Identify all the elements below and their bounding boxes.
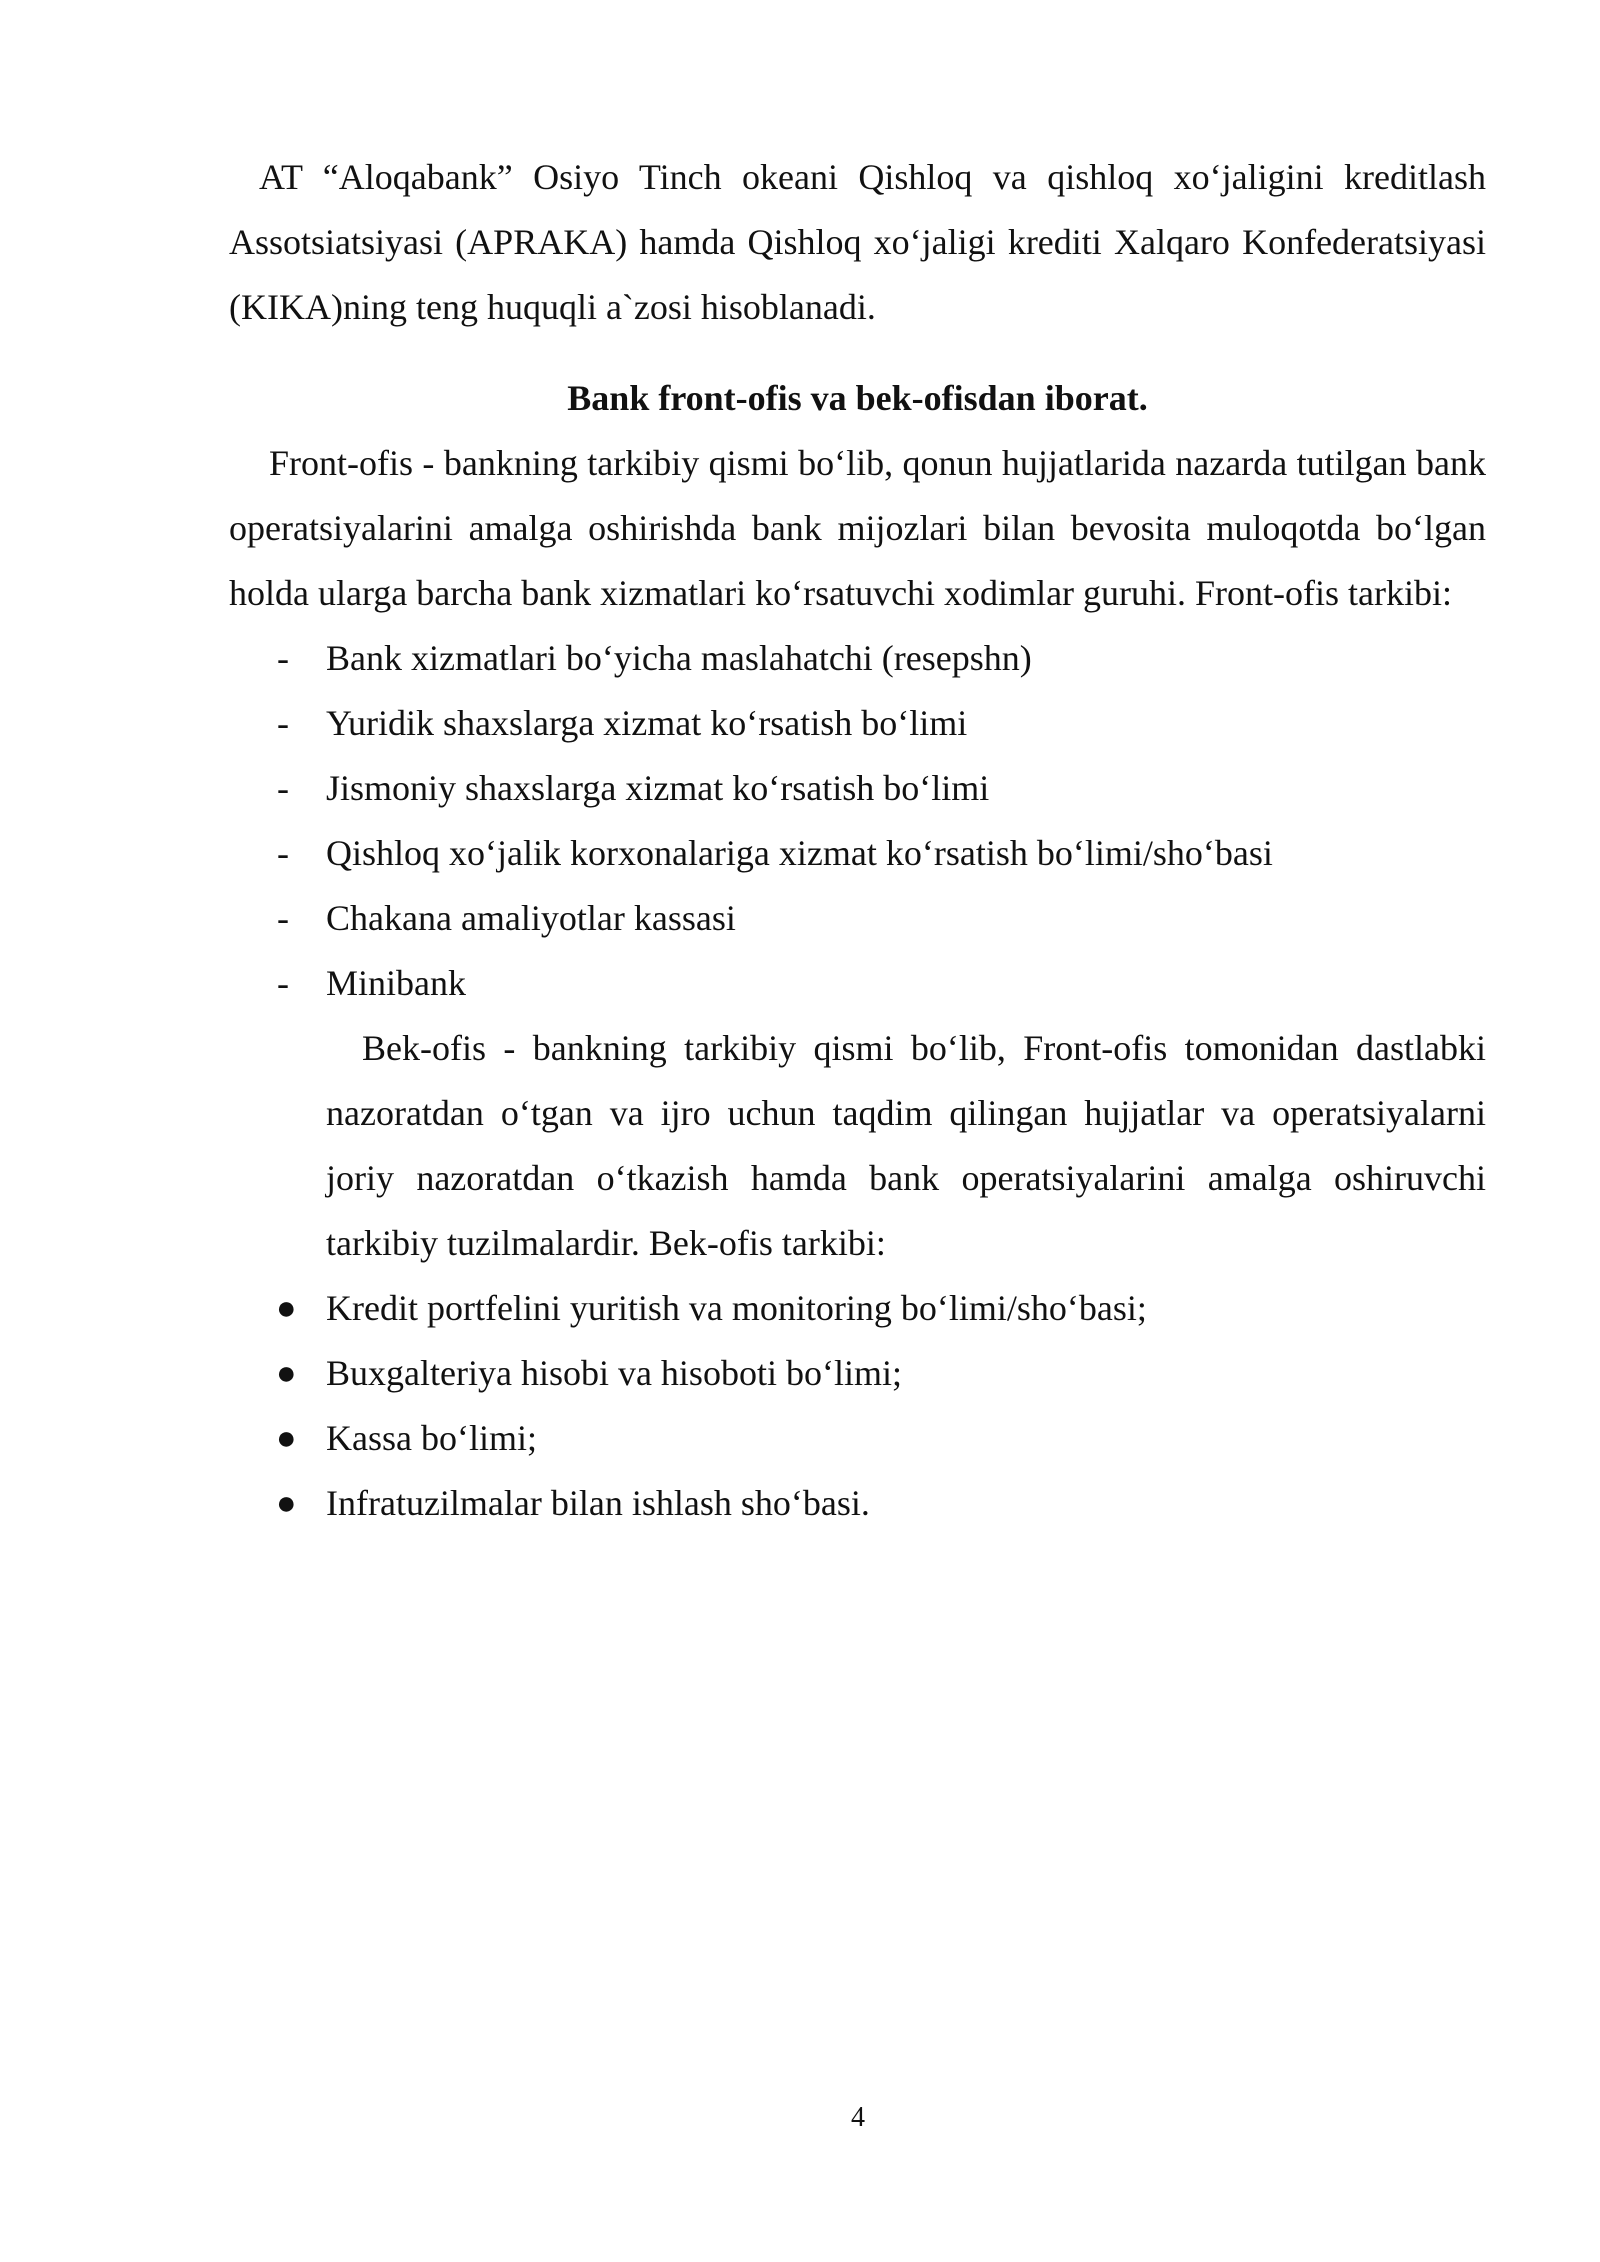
- front-office-list: [229, 626, 1486, 1016]
- dash-marker: -: [277, 833, 289, 873]
- list-item: [229, 1471, 1486, 1536]
- list-item: [229, 1406, 1486, 1471]
- list-item: [229, 821, 1486, 886]
- list-item-text: Infratuzilmalar bilan ishlash sho‘basi.: [326, 1483, 870, 1523]
- list-item-text: Kredit portfelini yuritish va monitoring bo‘limi/sho‘basi;: [326, 1288, 1147, 1328]
- section-heading: Bank front-ofis va bek-ofisdan iborat.: [567, 378, 1148, 418]
- list-item: [229, 1341, 1486, 1406]
- list-item: [229, 756, 1486, 821]
- list-item-text: Bank xizmatlari bo‘yicha maslahatchi (resepshn): [326, 638, 1032, 678]
- list-item-text: Yuridik shaxslarga xizmat ko‘rsatish bo‘limi: [326, 703, 968, 743]
- dash-marker: -: [277, 638, 289, 678]
- list-item: [229, 951, 1486, 1016]
- page-number: 4: [851, 2102, 865, 2133]
- back-office-list: [229, 1276, 1486, 1536]
- list-item-text: Jismoniy shaxslarga xizmat ko‘rsatish bo‘limi: [326, 768, 990, 808]
- bullet-icon: ●: [276, 1485, 297, 1522]
- bullet-icon: ●: [276, 1355, 297, 1392]
- list-item-text: Minibank: [326, 963, 466, 1003]
- dash-marker: -: [277, 703, 289, 743]
- list-item: [229, 691, 1486, 756]
- back-office-paragraph: Bek-ofis - bankning tarkibiy qismi bo‘lib, Front-ofis tomonidan dastlabki nazoratdan o‘tgan va ijro uchun taqdim qilingan hujjatlar va operatsiyalarni joriy nazoratdan o‘tkazish hamda bank operatsiyalarini amalga oshiruvchi tarkibiy tuzilmalardir. Bek-ofis tarkibi:: [326, 1028, 1486, 1263]
- dash-marker: -: [277, 768, 289, 808]
- page-content: [229, 145, 1486, 1536]
- intro-paragraph: AT “Aloqabank” Osiyo Tinch okeani Qishloq va qishloq xo‘jaligini kreditlash Assotsiatsiyasi (APRAKA) hamda Qishloq xo‘jaligi krediti Xalqaro Konfederatsiyasi (KIKA)ning teng huquqli a`zosi hisoblanadi.: [229, 157, 1486, 327]
- dash-marker: -: [277, 898, 289, 938]
- front-office-paragraph: Front-ofis - bankning tarkibiy qismi bo‘lib, qonun hujjatlarida nazarda tutilgan bank operatsiyalarini amalga oshirishda bank mijozlari bilan bevosita muloqotda bo‘lgan holda ularga barcha bank xizmatlari ko‘rsatuvchi xodimlar guruhi. Front-ofis tarkibi:: [229, 443, 1486, 613]
- list-item: [229, 1276, 1486, 1341]
- list-item-text: Buxgalteriya hisobi va hisoboti bo‘limi;: [326, 1353, 902, 1393]
- bullet-icon: ●: [276, 1420, 297, 1457]
- bullet-icon: ●: [276, 1290, 297, 1327]
- list-item: [229, 886, 1486, 951]
- dash-marker: -: [277, 963, 289, 1003]
- list-item-text: Chakana amaliyotlar kassasi: [326, 898, 736, 938]
- list-item-text: Kassa bo‘limi;: [326, 1418, 537, 1458]
- list-item: [229, 626, 1486, 691]
- list-item-text: Qishloq xo‘jalik korxonalariga xizmat ko‘rsatish bo‘limi/sho‘basi: [326, 833, 1273, 873]
